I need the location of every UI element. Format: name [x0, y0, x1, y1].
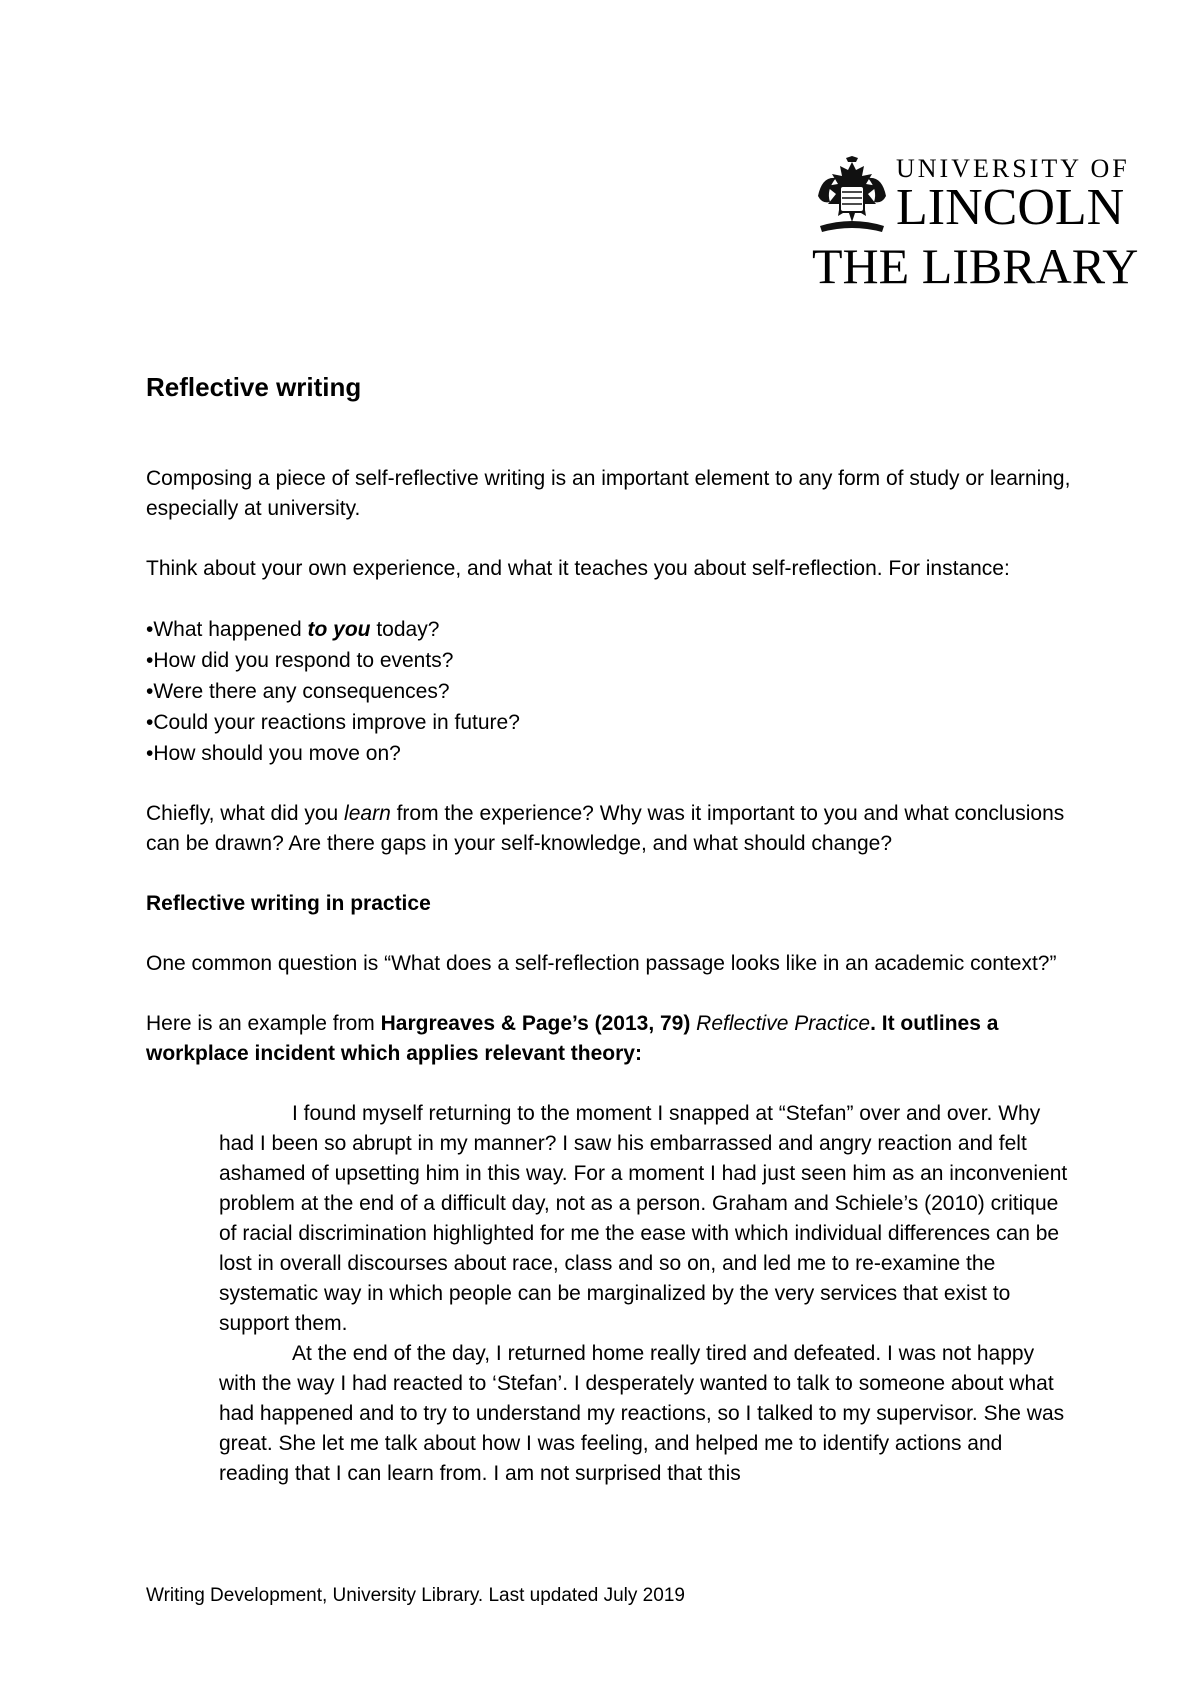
crest-icon: [812, 156, 892, 234]
chiefly-paragraph: Chiefly, what did you learn from the experience? Why was it important to you and what conclusions can be drawn? Are there gaps in your self-knowledge, and what should change?: [146, 802, 1065, 855]
list-item: •What happened to you today?: [146, 618, 440, 641]
reflection-questions-list: [146, 614, 1076, 769]
question-paragraph: One common question is “What does a self-reflection passage looks like in an academic context?”: [146, 952, 1057, 975]
bullet-icon: •: [146, 618, 154, 641]
page-footer: Writing Development, University Library. Last updated July 2019: [146, 1585, 685, 1606]
list-item: •Could your reactions improve in future?: [146, 711, 520, 734]
list-item: •How did you respond to events?: [146, 649, 454, 672]
example-paragraph: Here is an example from Hargreaves & Page’s (2013, 79) Reflective Practice. It outlines a workplace incident which applies relevant theory:: [146, 1012, 999, 1065]
bullet-icon: •: [146, 649, 154, 672]
list-item: •Were there any consequences?: [146, 680, 450, 703]
quote-paragraph-2: At the end of the day, I returned home really tired and defeated. I was not happy with the way I had reacted to ‘Stefan’. I desperately wanted to talk to someone about what had happened and to try to understand my reactions, so I talked to my supervisor. She was great. She let me talk about how I was feeling, and helped me to identify actions and reading that I can learn from. I am not surprised that this: [219, 1342, 1065, 1485]
document-body: [146, 370, 1076, 1489]
logo-lincoln: LINCOLN: [896, 179, 1125, 236]
block-quote: [219, 1099, 1071, 1489]
university-logo: [812, 154, 1167, 294]
think-paragraph: Think about your own experience, and what it teaches you about self-reflection. For instance:: [146, 557, 1010, 580]
intro-paragraph: Composing a piece of self-reflective writing is an important element to any form of study or learning, especially at university.: [146, 467, 1071, 520]
list-item: •How should you move on?: [146, 742, 401, 765]
bullet-icon: •: [146, 711, 154, 734]
source-citation: Hargreaves & Page’s (2013, 79): [380, 1012, 697, 1035]
logo-university-of: UNIVERSITY OF: [896, 154, 1130, 183]
book-title: Reflective Practice: [696, 1012, 871, 1035]
section-heading: Reflective writing in practice: [146, 892, 431, 915]
page-title: Reflective writing: [146, 372, 362, 402]
quote-paragraph-1: I found myself returning to the moment I snapped at “Stefan” over and over. Why had I been so abrupt in my manner? I saw his embarrassed and angry reaction and felt ashamed of upsetting him in this way. For a moment I had just seen him as an inconvenient problem at the end of a difficult day, not as a person. Graham and Schiele’s (2010) critique of racial discrimination highlighted for me the ease with which individual differences can be lost in overall discourses about race, class and so on, and led me to re-examine the systematic way in which people can be marginalized by the very services that exist to support them.: [219, 1102, 1068, 1335]
bullet-icon: •: [146, 680, 154, 703]
logo-the-library: THE LIBRARY: [812, 238, 1139, 294]
bullet-icon: •: [146, 742, 154, 765]
